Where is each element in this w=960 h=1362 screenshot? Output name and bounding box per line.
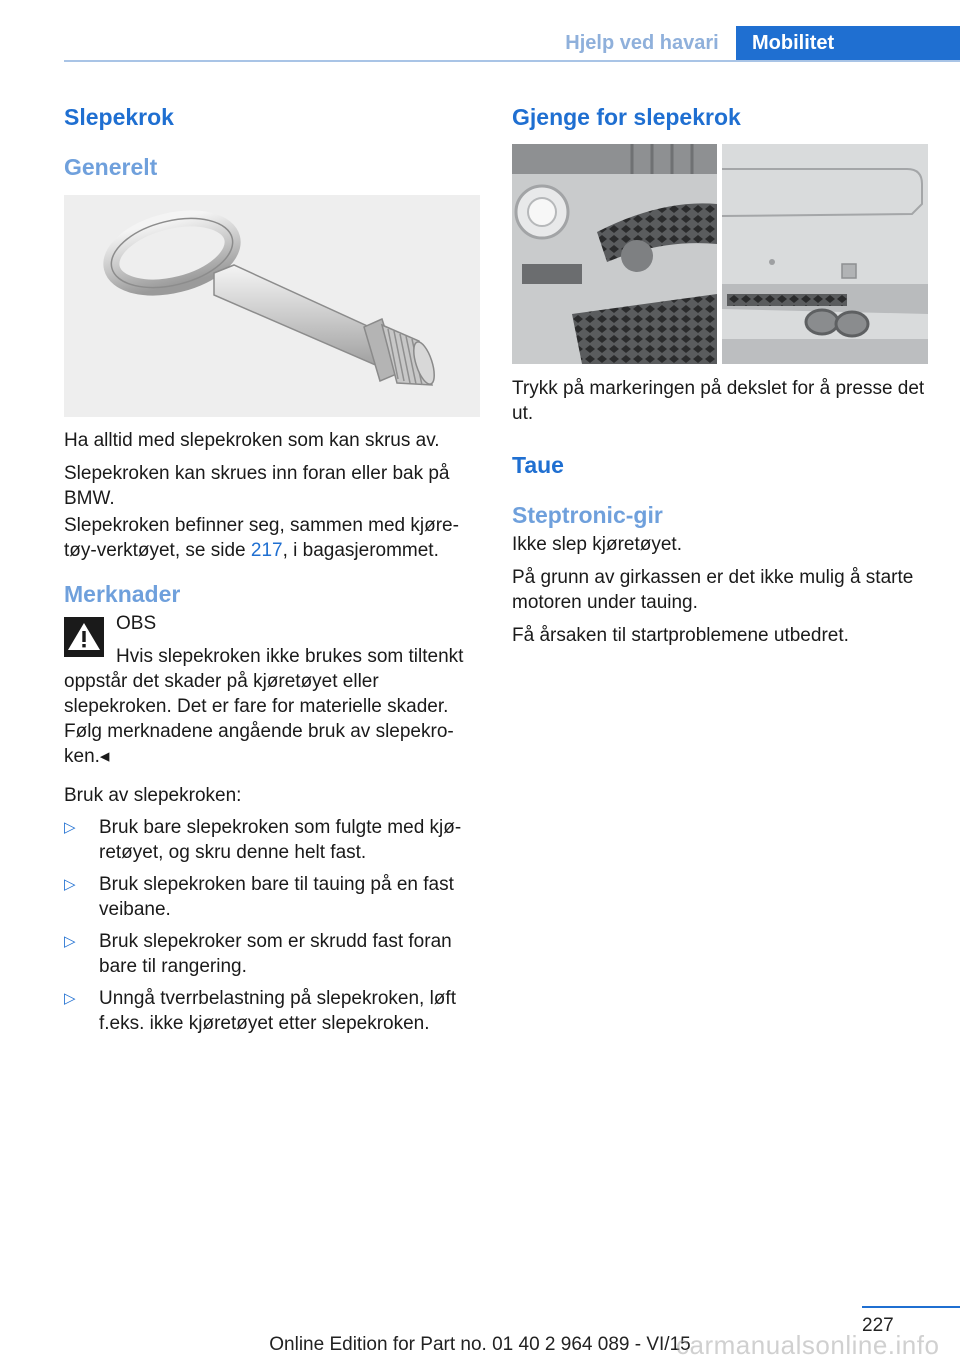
left-column	[64, 100, 480, 1043]
paragraph-screw-in: Slepekroken kan skrues inn foran eller bak på BMW.	[64, 463, 450, 509]
usage-list	[64, 815, 480, 1036]
section-title-taue: Taue	[512, 452, 564, 478]
footer-divider	[862, 1306, 960, 1308]
location-text-after: , i bagasjerommet.	[282, 540, 439, 561]
tab-mobilitet[interactable]: Mobilitet	[736, 26, 960, 62]
paragraph-no-tow: Ikke slep kjøretøyet.	[512, 534, 682, 555]
list-item	[64, 986, 480, 1036]
location-text-before: Slepekroken befinner seg, sammen med kjøretøy-verktøyet, se side	[64, 515, 459, 561]
header-divider	[64, 60, 960, 62]
triangle-right-icon: ▷	[64, 876, 76, 893]
section-title-gjenge: Gjenge for slepekrok	[512, 104, 741, 130]
list-item-text: Bruk slepekroker som er skrudd fast foran bare til rangering.	[99, 931, 452, 977]
paragraph-fix-cause: Få årsaken til startproblemene utbedret.	[512, 625, 849, 646]
triangle-right-icon: ▷	[64, 990, 76, 1007]
page-number: 227	[862, 1315, 894, 1336]
warning-block	[64, 611, 480, 769]
bumper-thread-illustration	[512, 144, 928, 364]
paragraph-location	[64, 513, 480, 563]
subtitle-steptronic: Steptronic-gir	[512, 502, 663, 528]
subtitle-merknader: Merknader	[64, 581, 181, 607]
page-link-217[interactable]: 217	[250, 540, 283, 561]
edition-line: Online Edition for Part no. 01 40 2 964 089 - VI/15	[269, 1334, 691, 1355]
watermark: carmanualsonline.info	[676, 1330, 940, 1360]
usage-intro: Bruk av slepekroken:	[64, 785, 242, 806]
triangle-right-icon: ▷	[64, 819, 76, 836]
subtitle-generelt: Generelt	[64, 154, 158, 180]
bumper-image	[512, 144, 928, 364]
warning-text: Hvis slepekroken ikke brukes som tiltenkt oppstår det skader på kjøretøyet eller slepekroken. Det er fare for materielle skader. Følg merknadene angående bruk av slepekroken.◂	[64, 646, 464, 767]
tow-hook-illustration	[64, 195, 480, 417]
section-title-slepekrok: Slepekrok	[64, 104, 174, 130]
list-item-text: Unngå tverrbelastning på slepekroken, løft f.eks. ikke kjøretøyet etter slepekroken.	[99, 988, 456, 1034]
list-item-text: Bruk bare slepekroken som fulgte med kjøretøyet, og skru denne helt fast.	[99, 817, 462, 863]
paragraph-gearbox: På grunn av girkassen er det ikke mulig å starte motoren under tauing.	[512, 567, 914, 613]
right-column	[512, 100, 928, 648]
tow-hook-image	[64, 195, 480, 417]
paragraph-press-cover: Trykk på markeringen på dekslet for å presse det ut.	[512, 378, 925, 424]
triangle-right-icon: ▷	[64, 933, 76, 950]
warning-title: OBS	[116, 613, 157, 634]
warning-triangle-icon	[64, 617, 104, 657]
paragraph-always-carry: Ha alltid med slepekroken som kan skrus av.	[64, 430, 440, 451]
tab-hjelp-ved-havari[interactable]: Hjelp ved havari	[565, 32, 719, 54]
list-item-text: Bruk slepekroken bare til tauing på en fast veibane.	[99, 874, 454, 920]
list-item	[64, 929, 480, 979]
list-item	[64, 815, 480, 865]
list-item	[64, 872, 480, 922]
